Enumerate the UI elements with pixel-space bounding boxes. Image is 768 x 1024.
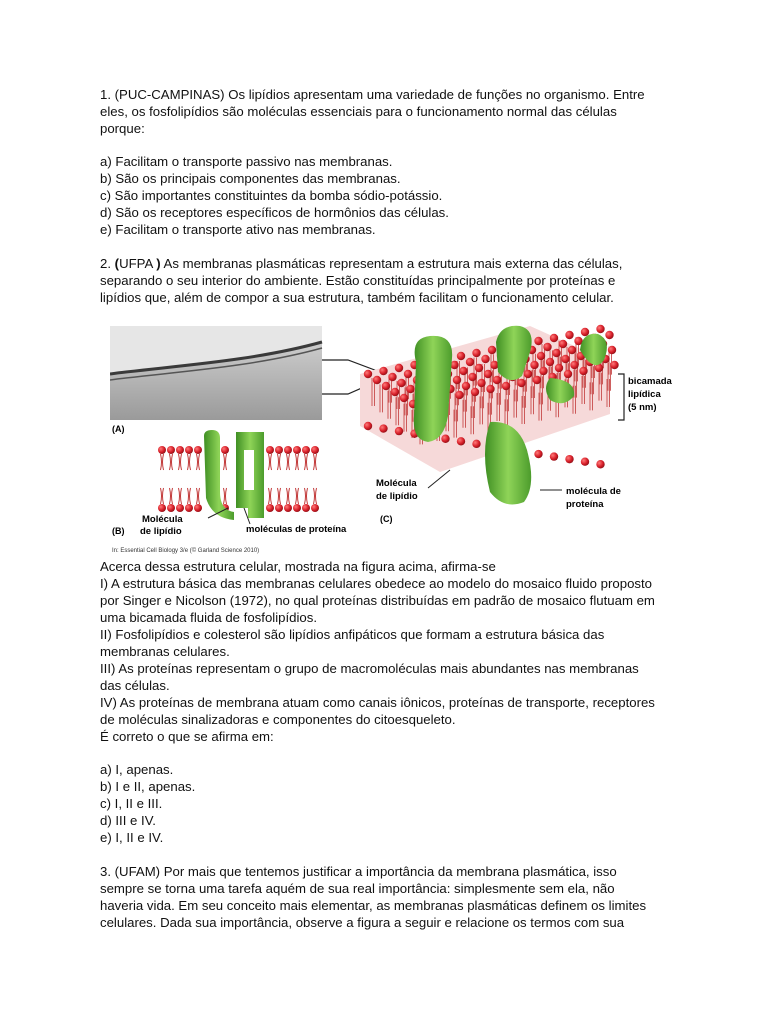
lipid-head — [275, 446, 283, 454]
question-1 — [100, 86, 700, 137]
lipid-head — [284, 504, 292, 512]
lipid-tail — [188, 488, 191, 504]
lipid-head — [596, 460, 604, 468]
lipid-head — [472, 440, 480, 448]
lipid-head — [539, 367, 547, 375]
lipid-head — [472, 349, 480, 357]
lipid-tail — [179, 454, 182, 470]
lipid-head — [502, 382, 510, 390]
q2-statement-line: de moléculas sinalizadoras e componentes do citoesqueleto. — [100, 712, 456, 727]
q1-stem-line: eles, os fosfolipídios são moléculas essenciais para o funcionamento normal das células — [100, 104, 617, 119]
lipid-head — [158, 504, 166, 512]
lipid-head — [559, 340, 567, 348]
lipid-head — [605, 331, 613, 339]
q3-stem-line: celulares. Dada sua importância, observe a figura a seguir e relacione os termos com sua — [100, 915, 625, 930]
lipid-head — [530, 361, 538, 369]
q1-option-c: c) São importantes constituintes da bomba sódio-potássio. — [100, 188, 443, 203]
lipid-head — [302, 504, 310, 512]
q2-close-paren: ) — [156, 256, 161, 271]
q2-option-c: c) I, II e III. — [100, 796, 163, 811]
q1-option-b: b) São os principais componentes das membranas. — [100, 171, 401, 186]
q1-option-e: e) Facilitam o transporte ativo nas membranas. — [100, 222, 376, 237]
q2-statement-line: uma bicamada fluida de fosfolipídios. — [100, 610, 317, 625]
lipid-head — [293, 504, 301, 512]
q1-stem-line: 1. (PUC-CAMPINAS) Os lipídios apresentam uma variedade de funções no organismo. Entre — [100, 87, 645, 102]
lipid-head — [543, 343, 551, 351]
lipid-tail — [314, 488, 317, 504]
question-2-statements — [100, 558, 700, 745]
b-lipid-label-line2: de lipídio — [140, 526, 182, 537]
lipid-head — [596, 325, 604, 333]
q2-statement-line: por Singer e Nicolson (1972), no qual proteínas distribuídas em padrão de mosaico flutuam em — [100, 593, 655, 608]
lipid-tail — [269, 454, 272, 470]
lipid-head — [568, 346, 576, 354]
lipid-head — [395, 364, 403, 372]
c-protein-label-line2: proteína — [566, 499, 604, 510]
lipid-head — [537, 352, 545, 360]
q1-option-d: d) São os receptores específicos de hormônios das células. — [100, 205, 449, 220]
lipid-head — [379, 424, 387, 432]
lipid-head — [379, 367, 387, 375]
lipid-head — [581, 328, 589, 336]
q2-open-paren: ( — [114, 256, 120, 271]
lipid-head — [517, 379, 525, 387]
lipid-tail — [296, 454, 299, 470]
lipid-head — [404, 370, 412, 378]
lipid-head — [534, 450, 542, 458]
q1-stem-line: porque: — [100, 121, 145, 136]
lipid-tail — [305, 454, 308, 470]
c-lipid-label-line2: de lipídio — [376, 491, 418, 502]
figure-credit: In: Essential Cell Biology 3/e (© Garland Science 2010) — [112, 548, 260, 554]
q3-stem-line: 3. (UFAM) Por mais que tentemos justificar a importância da membrana plasmática, isso — [100, 864, 617, 879]
lipid-tail — [305, 488, 308, 504]
q2-source: UFPA — [119, 256, 157, 271]
q1-option-a: a) Facilitam o transporte passivo nas membranas. — [100, 154, 393, 169]
c-lipid-label-line1: Molécula — [376, 478, 417, 489]
lipid-tail — [170, 454, 173, 470]
lipid-head — [167, 504, 175, 512]
c-bilayer-bracket — [618, 374, 624, 420]
lipid-head — [311, 504, 319, 512]
q2-stem-rest: As membranas plasmáticas representam a estrutura mais externa das células, — [160, 256, 623, 271]
label-b: (B) — [112, 526, 125, 536]
lipid-head — [395, 427, 403, 435]
c-protein-label-line1: molécula de — [566, 486, 621, 497]
lipid-head — [550, 334, 558, 342]
lipid-tail — [269, 488, 272, 504]
q2-statement-line: I) A estrutura básica das membranas celulares obedece ao modelo do mosaico fluido proposto — [100, 576, 652, 591]
q2-stem-line: separando o seu interior do ambiente. Estão constituídas principalmente por proteínas e — [100, 273, 616, 288]
lipid-head — [493, 376, 501, 384]
lipid-head — [266, 446, 274, 454]
lipid-tail — [287, 488, 290, 504]
membrane-figure — [110, 322, 700, 558]
lipid-head — [364, 370, 372, 378]
lipid-tail — [224, 488, 227, 504]
lipid-head — [565, 331, 573, 339]
q2-statement-line: É correto o que se afirma em: — [100, 729, 274, 744]
lipid-head — [552, 349, 560, 357]
lipid-head — [477, 379, 485, 387]
lipid-head — [302, 446, 310, 454]
q2-statement-line: IV) As proteínas de membrana atuam como canais iônicos, proteínas de transporte, receptores — [100, 695, 655, 710]
lipid-head — [486, 385, 494, 393]
lipid-tail — [224, 454, 227, 470]
lipid-head — [382, 382, 390, 390]
lipid-head — [441, 435, 449, 443]
lipid-head — [457, 352, 465, 360]
lipid-head — [293, 446, 301, 454]
lipid-head — [564, 370, 572, 378]
lipid-head — [608, 346, 616, 354]
lipid-head — [388, 373, 396, 381]
label-c: (C) — [380, 514, 393, 524]
lipid-head — [391, 388, 399, 396]
membrane-figure-svg — [110, 322, 700, 558]
panel-b-bilayer — [158, 430, 319, 520]
lipid-head — [453, 376, 461, 384]
b-protein-label: moléculas de proteína — [246, 524, 347, 535]
lipid-tail — [296, 488, 299, 504]
lipid-head — [400, 394, 408, 402]
q2-stem-line — [100, 255, 700, 272]
question-1-options — [100, 153, 700, 238]
lipid-head — [462, 382, 470, 390]
lipid-tail — [179, 488, 182, 504]
question-3 — [100, 863, 700, 931]
q3-stem-line: sempre se torna uma tarefa aquém de sua real importância: simplesmente sem ela, não — [100, 881, 615, 896]
q2-statement-line: II) Fosfolipídios e colesterol são lipídios anfipáticos que formam a estrutura básica das — [100, 627, 605, 642]
lipid-head — [284, 446, 292, 454]
lipid-head — [565, 455, 573, 463]
q2-statement-line: membranas celulares. — [100, 644, 230, 659]
lipid-tail — [278, 488, 281, 504]
q3-stem-line: haveria vida. Em seu conceito mais elementar, as membranas plasmáticas definem os limites — [100, 898, 647, 913]
lipid-head — [158, 446, 166, 454]
lipid-head — [466, 358, 474, 366]
lipid-tail — [278, 454, 281, 470]
lipid-head — [550, 452, 558, 460]
lipid-head — [488, 346, 496, 354]
lipid-head — [455, 391, 463, 399]
lipid-tail — [197, 488, 200, 504]
q2-statement-line: Acerca dessa estrutura celular, mostrada na figura acima, afirma-se — [100, 559, 496, 574]
lipid-head — [533, 376, 541, 384]
lipid-head — [406, 385, 414, 393]
panel-a-micrograph — [110, 326, 322, 420]
lipid-head — [266, 504, 274, 512]
lipid-head — [176, 446, 184, 454]
lipid-tail — [287, 454, 290, 470]
lipid-head — [471, 388, 479, 396]
lipid-head — [194, 504, 202, 512]
lipid-head — [311, 446, 319, 454]
lipid-head — [524, 370, 532, 378]
lipid-head — [457, 437, 465, 445]
lipid-tail — [170, 488, 173, 504]
q2-option-e: e) I, II e IV. — [100, 830, 164, 845]
q2-stem-line: lipídios que, além de compor a sua estrutura, também facilitam o funcionamento celular. — [100, 290, 614, 305]
q2-statement-line: das células. — [100, 678, 170, 693]
lipid-head — [194, 446, 202, 454]
q2-number: 2. — [100, 256, 115, 271]
protein-shape — [204, 430, 234, 520]
lipid-tail — [188, 454, 191, 470]
lipid-head — [484, 370, 492, 378]
c-bilayer-label-line2: lipídica — [628, 389, 661, 400]
label-a: (A) — [112, 424, 125, 434]
lipid-tail — [197, 454, 200, 470]
c-bilayer-label-line3: (5 nm) — [628, 402, 657, 413]
lipid-head — [397, 379, 405, 387]
lipid-tail — [161, 488, 164, 504]
lipid-head — [185, 446, 193, 454]
q2-option-b: b) I e II, apenas. — [100, 779, 196, 794]
lipid-head — [275, 504, 283, 512]
question-2-options — [100, 761, 700, 846]
lipid-head — [561, 355, 569, 363]
lipid-head — [534, 337, 542, 345]
lipid-head — [610, 361, 618, 369]
b-lipid-label-line1: Molécula — [142, 514, 183, 525]
lipid-head — [468, 373, 476, 381]
lipid-head — [185, 504, 193, 512]
lipid-head — [570, 361, 578, 369]
lipid-head — [167, 446, 175, 454]
lipid-head — [555, 364, 563, 372]
question-2 — [100, 255, 700, 306]
q2-option-a: a) I, apenas. — [100, 762, 174, 777]
lipid-head — [481, 355, 489, 363]
lipid-head — [459, 367, 467, 375]
lipid-head — [475, 364, 483, 372]
lipid-head — [579, 367, 587, 375]
lipid-head — [364, 422, 372, 430]
lipid-head — [221, 446, 229, 454]
c-bilayer-label-line1: bicamada — [628, 376, 672, 387]
lipid-tail — [314, 454, 317, 470]
c-lipid-pointer — [428, 470, 450, 488]
q2-statement-line: III) As proteínas representam o grupo de macromoléculas mais abundantes nas membranas — [100, 661, 639, 676]
lipid-head — [581, 458, 589, 466]
lipid-head — [373, 376, 381, 384]
lipid-head — [176, 504, 184, 512]
protein-shape — [236, 432, 264, 518]
lipid-tail — [161, 454, 164, 470]
q2-option-d: d) III e IV. — [100, 813, 156, 828]
lipid-head — [546, 358, 554, 366]
